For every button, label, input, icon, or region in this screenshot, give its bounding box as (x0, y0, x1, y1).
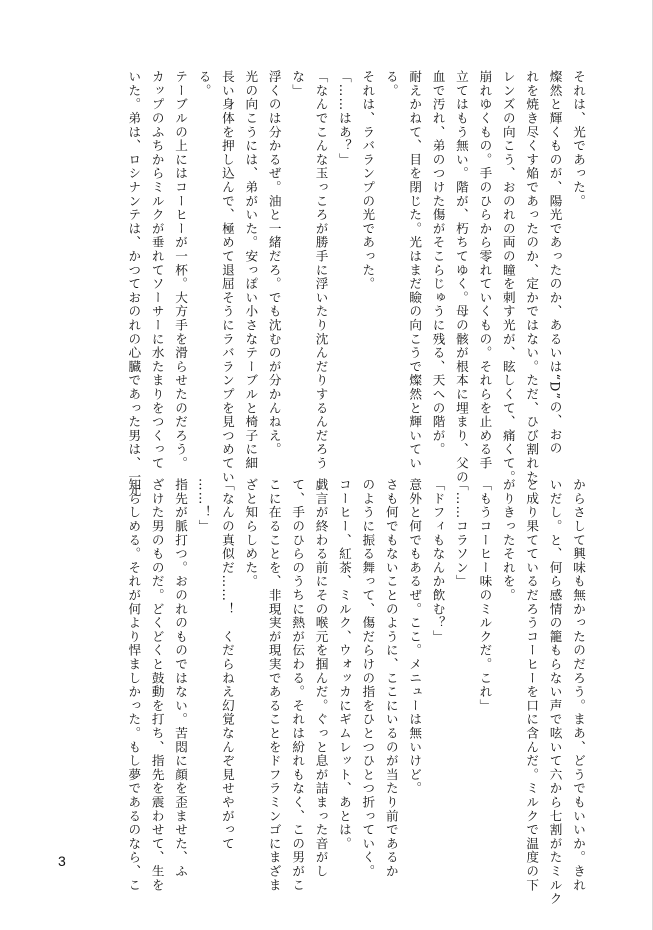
text-column: 光の向こうには、弟がいた。安っぽい小さなテーブルと椅子に細 (243, 70, 259, 471)
text-column: それは、ラバランプの光であった。 (360, 70, 376, 291)
text-column: 耐えかねて、目を閉じた。光はまだ瞼の向こうで燦然と輝いてい (407, 70, 423, 471)
text-column: こに在ることを、非現実が現実であることをドフラミンゴにまざま (266, 478, 282, 892)
text-column: れを焼き尽くす焔であったのか、定かではない。ただ、ひび割れた (524, 70, 540, 484)
text-column: 浮くのは分かるぜ。油と一緒だろ。でも沈むのが分かんねえ。 (266, 70, 282, 457)
text-column: な」 (290, 70, 306, 98)
text-column: ざけた男のものだ。どくどくと鼓動を打ち、指先を震わせて、生を (149, 478, 165, 892)
text-column: 指先が脈打つ。おのれのものではない。苦悶に顔を歪ませた、ふ (173, 478, 189, 879)
text-column: 長い身体を押し込んで、極めて退屈そうにラバランプを見つめてい (219, 70, 235, 484)
text-column: 意外と何でもあるぜ。ここ。メニューは無いけど。 (407, 478, 423, 796)
text-column: て、手のひらのうちに熱が伝わる。それは紛れもなく、この男がこ (290, 478, 306, 892)
text-column: 燦然と輝くものが、陽光であったのか、あるいは“D”の、おの (547, 70, 563, 456)
upper-text-block (122, 70, 590, 498)
text-column: テーブルの上にはコーヒーが一杯。大方手を滑らせたのだろう。 (173, 70, 189, 471)
page-number: 3 (58, 853, 66, 869)
text-column: のように振る舞って、傷だらけの指をひとつひとつ折っていく。 (360, 478, 376, 879)
text-column: 立てはもう無い。階が、朽ちてゆく。母の骸が根本に埋まり、父の (453, 70, 469, 484)
text-column: と成り果てているだろうコーヒーを口に含んだ。ミルクで温度の下 (524, 478, 540, 892)
text-column: ……！」 (196, 478, 212, 534)
text-column: からさして興味も無かったのだろう。まあ、どうでもいいか。きれ (571, 478, 586, 892)
text-column: いだし。と、何ら感情の籠もらない声で呟いて六から七割がたミルク (547, 478, 563, 906)
text-column: 「……はあ？」 (336, 70, 352, 167)
text-column: る。 (196, 70, 212, 98)
text-column: 「……コラソン」 (453, 478, 469, 589)
text-column: いた。弟は、ロシナンテは、かつておのれの心臓であった男は、一元 (126, 70, 142, 498)
text-column: 「なんの真似だ……！ くだらねえ幻覚なんぞ見せやがって (219, 478, 235, 851)
text-column: ざと知らしめた。 (243, 478, 259, 589)
text-column: コーヒー、紅茶、ミルク、ウォッカにギムレット、あとは。 (336, 478, 352, 851)
text-column: レンズの向こう、おのれの両の瞳を刺す光が、眩しくて、痛くて。 (500, 70, 516, 484)
text-column: 「ドフィもなんか飲む？」 (430, 478, 446, 644)
text-column: 知らしめる。それが何より悍ましかった。もし夢であるのなら、こ (126, 478, 142, 892)
text-column: カップのふちからミルクが垂れてソーサーに水たまりをつくって (149, 70, 165, 471)
text-column: 「なんでこんな玉っころが勝手に浮いたり沈んだりするんだろう (313, 70, 329, 471)
text-column: 「もうコーヒー味のミルクだ。これ」 (477, 478, 493, 713)
text-column: 崩れゆくもの。手のひらから零れていくもの。それらを止める手 (477, 70, 493, 471)
text-column: それは、光であった。 (571, 70, 586, 208)
text-column: 戯言が終わる前にその喉元を掴んだ。ぐっと息が詰まった音がし (313, 478, 329, 879)
text-column: がりきったそれを。 (500, 478, 516, 603)
lower-text-block (122, 478, 590, 906)
text-column: る。 (383, 70, 399, 98)
text-column: さも何でもないことのように、ここにいるのが当たり前であるか (383, 478, 399, 879)
text-column: 血で汚れ、弟のつけた傷がそこらじゅうに残る、天への階が。 (430, 70, 446, 457)
